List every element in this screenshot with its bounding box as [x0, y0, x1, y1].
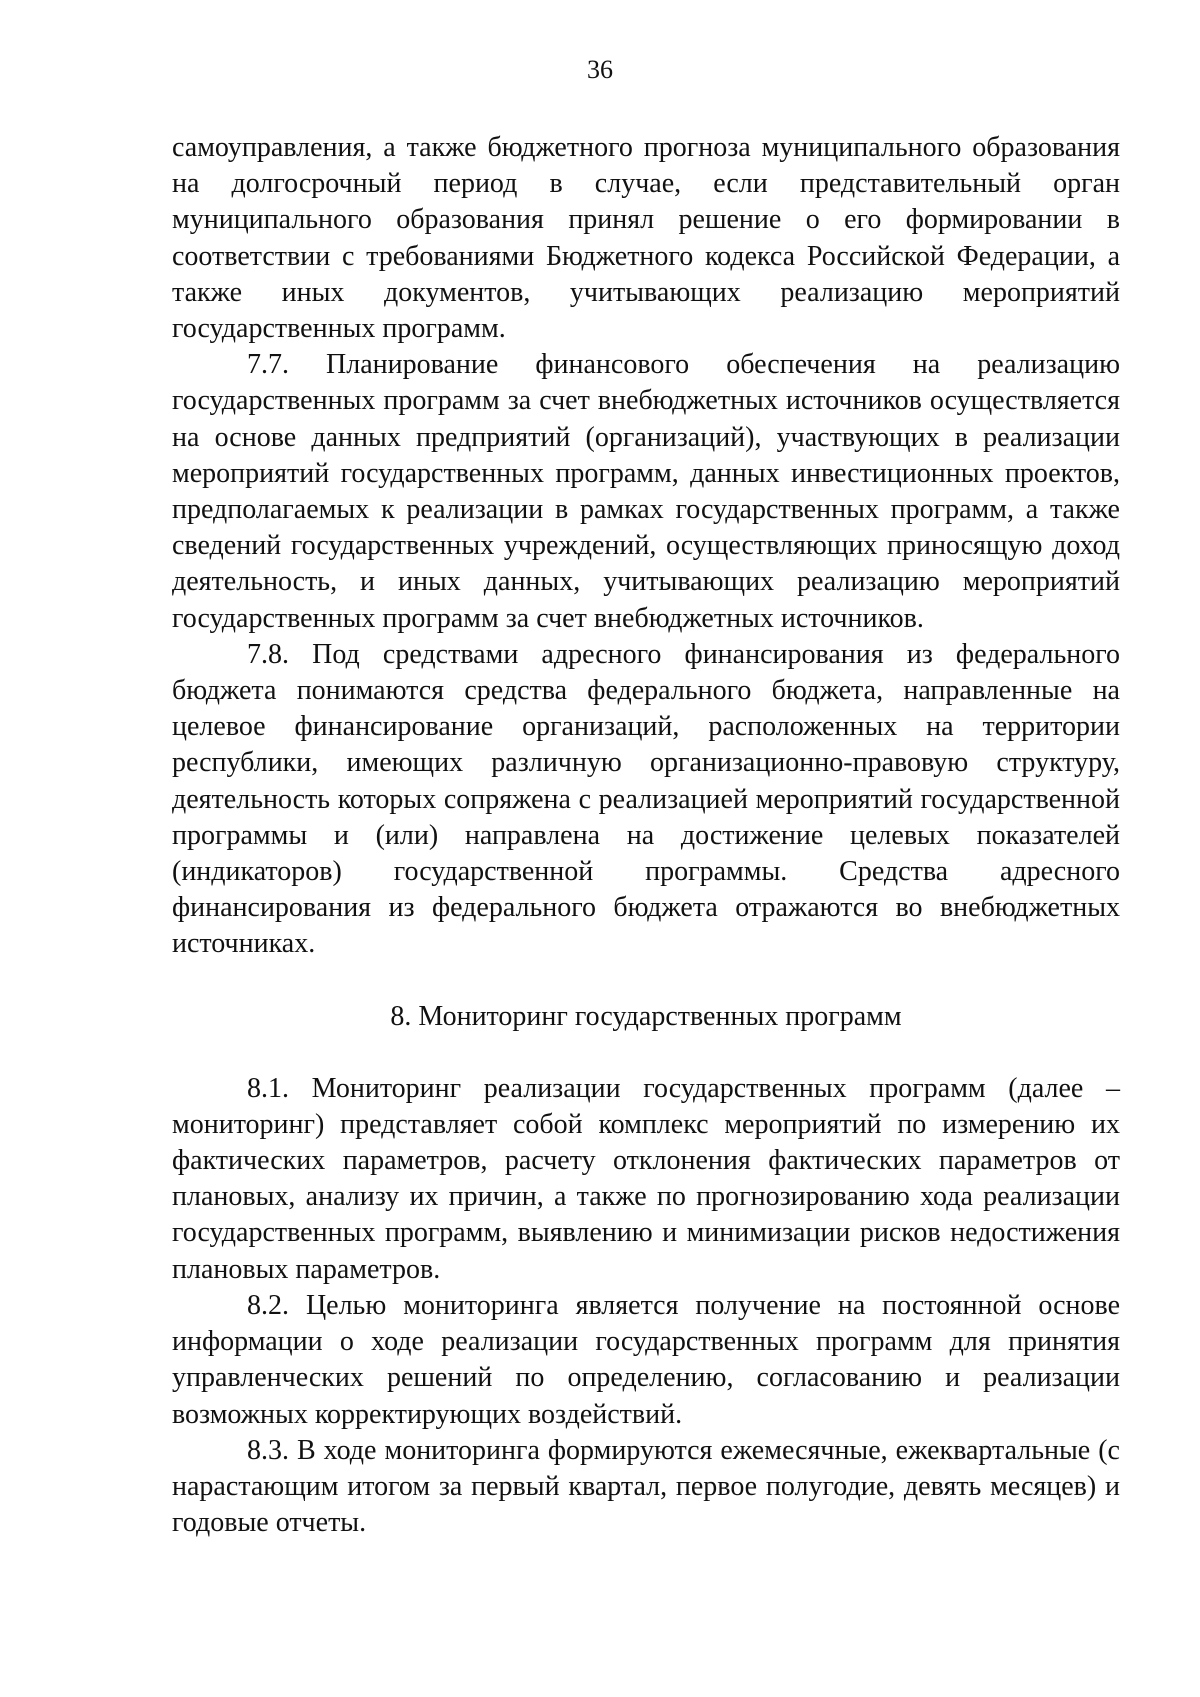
section-8-heading: 8. Мониторинг государственных программ: [390, 1000, 902, 1032]
document-body: [172, 130, 1120, 1541]
paragraph-continuation: самоуправления, а также бюджетного прогноза муниципального образования на долгосрочный период в случае, если представительный орган муниципального образования принял решение о его формировании в соответствии с требованиями Бюджетного кодекса Российской Федерации, а также иных документов, учитывающих реализацию мероприятий государственных программ.: [172, 132, 1120, 345]
paragraph-8-2: 8.2. Целью мониторинга является получение на постоянной основе информации о ходе реализации государственных программ для принятия управленческих решений по определению, согласованию и реализации возможных корректирующих воздействий.: [172, 1289, 1120, 1430]
paragraph-8-3: 8.3. В ходе мониторинга формируются ежемесячные, ежеквартальные (с нарастающим итогом за первый квартал, первое полугодие, девять месяцев) и годовые отчеты.: [172, 1434, 1120, 1539]
paragraph-8-1: 8.1. Мониторинг реализации государственных программ (далее – мониторинг) представляет собой комплекс мероприятий по измерению их фактических параметров, расчету отклонения фактических параметров от плановых, анализу их причин, а также по прогнозированию хода реализации государственных программ, выявлению и минимизации рисков недостижения плановых параметров.: [172, 1072, 1120, 1285]
paragraph-7-7: 7.7. Планирование финансового обеспечения на реализацию государственных программ за счет внебюджетных источников осуществляется на основе данных предприятий (организаций), участвующих в реализации мероприятий государственных программ, данных инвестиционных проектов, предполагаемых к реализации в рамках государственных программ, а также сведений государственных учреждений, осуществляющих приносящую доход деятельность, и иных данных, учитывающих реализацию мероприятий государственных программ за счет внебюджетных источников.: [172, 349, 1120, 634]
paragraph-7-8: 7.8. Под средствами адресного финансирования из федерального бюджета понимаются средства федерального бюджета, направленные на целевое финансирование организаций, расположенных на территории республики, имеющих различную организационно-правовую структуру, деятельность которых сопряжена с реализацией мероприятий государственной программы и (или) направлена на достижение целевых показателей (индикаторов) государственной программы. Средства адресного финансирования из федерального бюджета отражаются во внебюджетных источниках.: [172, 638, 1120, 960]
page-number: 36: [587, 55, 613, 84]
